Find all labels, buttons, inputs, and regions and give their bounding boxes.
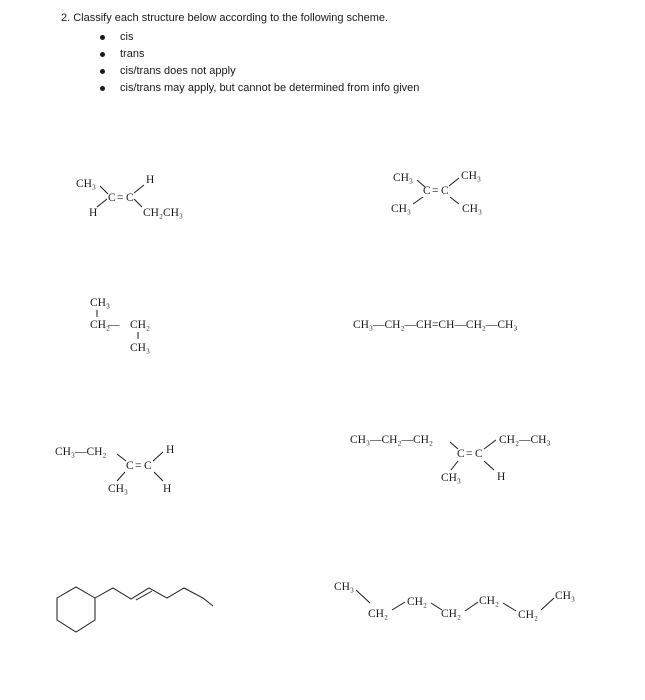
s6-h: H [497, 471, 506, 483]
s3-ch2-left: CH₂ [90, 319, 110, 331]
s5-h-top: H [166, 444, 175, 456]
s5-h-bottom: H [163, 483, 172, 495]
s2-double-bond: = [432, 185, 439, 197]
structure-2 [391, 170, 482, 215]
cyclohexane-ring [57, 587, 95, 632]
s8-ch2-c: CH₂ [441, 608, 461, 620]
structure-5 [55, 444, 174, 495]
s8-ch3-start: CH₃ [334, 581, 354, 593]
s1-h-top: H [146, 174, 155, 186]
s8-ch2-a: CH₂ [368, 608, 388, 620]
s3-ch2-right: CH₂ [130, 319, 150, 331]
s3-bond: — [108, 319, 120, 331]
s6-ch3: CH₃ [441, 472, 461, 484]
s2-ch3-top-left: CH₃ [393, 172, 413, 184]
s8-ch2-d: CH₂ [479, 595, 499, 607]
structure-4 [353, 319, 517, 331]
s8-ch2-e: CH₂ [518, 609, 538, 621]
structure-1 [76, 174, 183, 219]
question-title: 2. Classify each structure below according to the following scheme. [61, 12, 389, 24]
structure-8 [334, 581, 575, 621]
s1-ch3: CH₃ [76, 178, 96, 190]
s8-ch3-end: CH₃ [555, 590, 575, 602]
s3-ch3-bottom: CH₃ [130, 342, 150, 354]
s1-c1: C [108, 192, 116, 204]
s2-ch3-top-right: CH₃ [461, 170, 481, 182]
s5-chain: CH₃—CH₂ [55, 446, 107, 458]
s2-ch3-bottom-left: CH₃ [391, 203, 411, 215]
s4-formula: CH₃—CH₂—CH=CH—CH₂—CH₃ [353, 319, 518, 331]
double-bond-line [136, 591, 152, 600]
s8-ch2-b: CH₂ [407, 596, 427, 608]
alkyl-chain [95, 588, 213, 606]
s1-c2: C [126, 192, 134, 204]
s1-ch2ch3: CH₂CH₃ [143, 207, 183, 219]
s2-c2: C [441, 185, 449, 197]
s2-ch3-bottom-right: CH₃ [462, 203, 482, 215]
s5-double-bond: = [135, 460, 142, 472]
s3-ch3-top: CH₃ [90, 297, 110, 309]
s6-c1: C [457, 448, 465, 460]
s6-double-bond: = [466, 448, 473, 460]
s6-chain-left: CH₃—CH₂—CH₂ [350, 434, 433, 446]
s5-c2: C [144, 460, 152, 472]
structure-6 [350, 434, 550, 484]
structure-3 [90, 297, 150, 354]
s1-h-left: H [89, 207, 98, 219]
structure-7-skeletal [57, 587, 213, 632]
s5-ch3: CH₃ [108, 483, 128, 495]
s1-double-bond: = [117, 192, 124, 204]
s6-c2: C [475, 448, 483, 460]
s6-chain-right: CH₂—CH₃ [499, 434, 551, 446]
s5-c1: C [126, 460, 134, 472]
s2-c1: C [423, 185, 431, 197]
